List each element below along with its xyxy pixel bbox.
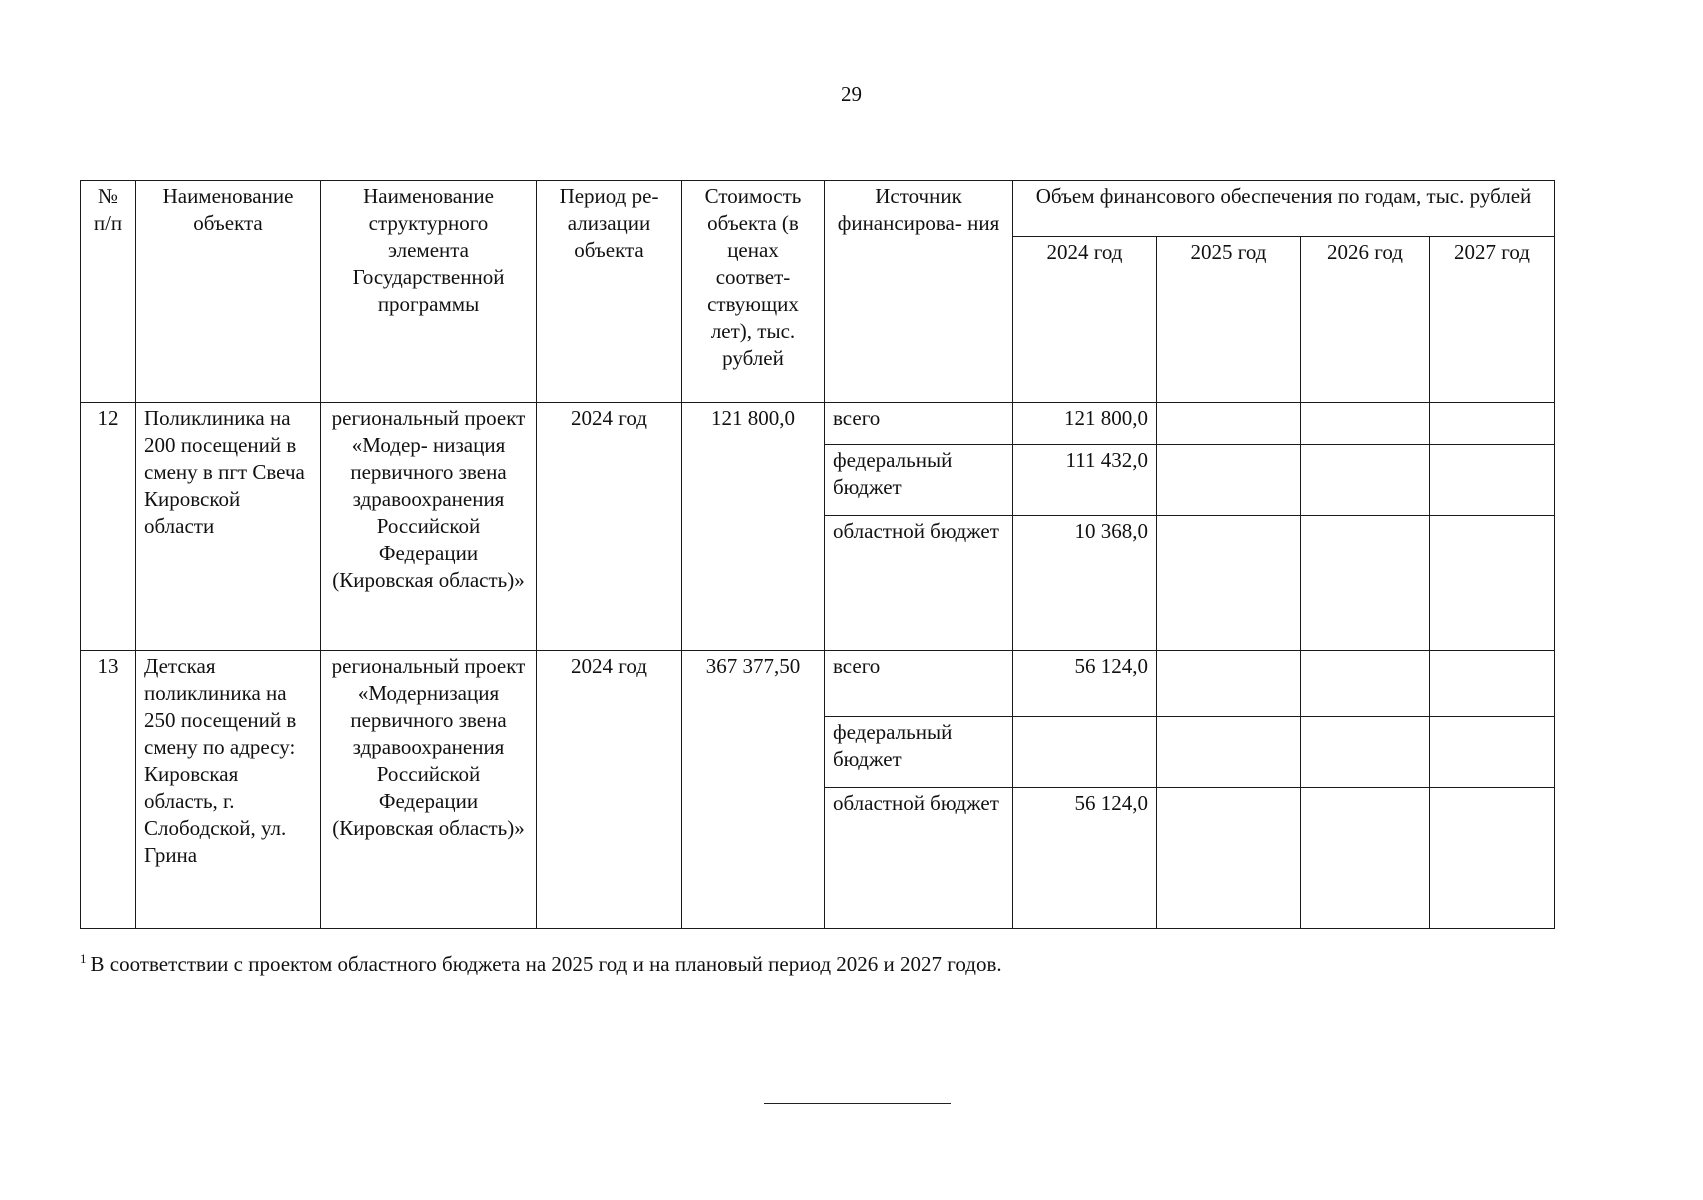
row-cost: 367 377,50 (682, 651, 825, 929)
value-2025 (1157, 651, 1301, 717)
header-object-name: Наименование объекта (136, 181, 321, 403)
source-name: областной бюджет (825, 788, 1013, 929)
value-2026 (1301, 651, 1430, 717)
header-row (81, 181, 1555, 237)
table-row (81, 651, 1555, 717)
value-2026 (1301, 445, 1430, 516)
value-2026 (1301, 403, 1430, 445)
page-number: 29 (841, 82, 862, 106)
value-2026 (1301, 516, 1430, 651)
value-2025 (1157, 516, 1301, 651)
row-cost: 121 800,0 (682, 403, 825, 651)
footnote-mark: 1 (80, 951, 87, 966)
row-object-name: Поликлиника на 200 посещений в смену в пгт Свеча Кировской области (136, 403, 321, 651)
header-year-2025: 2025 год (1157, 237, 1301, 403)
value-2024 (1013, 717, 1157, 788)
value-2024: 56 124,0 (1013, 788, 1157, 929)
value-2027 (1430, 651, 1555, 717)
row-period: 2024 год (537, 403, 682, 651)
row-num: 13 (81, 651, 136, 929)
source-name: федеральный бюджет (825, 717, 1013, 788)
value-2024: 10 368,0 (1013, 516, 1157, 651)
header-year-2027: 2027 год (1430, 237, 1555, 403)
value-2027 (1430, 788, 1555, 929)
value-2027 (1430, 445, 1555, 516)
source-name: всего (825, 651, 1013, 717)
header-element-name: Наименование структурного элемента Государственной программы (321, 181, 537, 403)
header-funding-group: Объем финансового обеспечения по годам, тыс. рублей (1013, 181, 1555, 237)
footnote-text: В соответствии с проектом областного бюджета на 2025 год и на плановый период 2026 и 2027 годов. (90, 952, 1002, 976)
header-year-2026: 2026 год (1301, 237, 1430, 403)
value-2024: 56 124,0 (1013, 651, 1157, 717)
row-element-name: региональный проект «Модернизация первичного звена здравоохранения Российской Федерации (Кировская область)» (321, 651, 537, 929)
value-2027 (1430, 516, 1555, 651)
table-row (81, 403, 1555, 445)
row-object-name: Детская поликлиника на 250 посещений в смену по адресу: Кировская область, г. Слободской, ул. Грина (136, 651, 321, 929)
footnote (80, 951, 1480, 977)
source-name: всего (825, 403, 1013, 445)
header-year-2024: 2024 год (1013, 237, 1157, 403)
row-num: 12 (81, 403, 136, 651)
closing-rule (764, 1103, 951, 1104)
value-2026 (1301, 717, 1430, 788)
row-element-name: региональный проект «Модер- низация первичного звена здравоохранения Российской Федерации (Кировская область)» (321, 403, 537, 651)
value-2025 (1157, 717, 1301, 788)
value-2024: 121 800,0 (1013, 403, 1157, 445)
value-2026 (1301, 788, 1430, 929)
source-name: федеральный бюджет (825, 445, 1013, 516)
header-source: Источник финансирова- ния (825, 181, 1013, 403)
value-2027 (1430, 717, 1555, 788)
value-2024: 111 432,0 (1013, 445, 1157, 516)
value-2025 (1157, 445, 1301, 516)
source-name: областной бюджет (825, 516, 1013, 651)
header-period: Период ре- ализации объекта (537, 181, 682, 403)
value-2025 (1157, 788, 1301, 929)
row-period: 2024 год (537, 651, 682, 929)
financing-table (80, 180, 1555, 929)
header-cost: Стоимость объекта (в ценах соответ- ствующих лет), тыс. рублей (682, 181, 825, 403)
header-num: № п/п (81, 181, 136, 403)
value-2025 (1157, 403, 1301, 445)
value-2027 (1430, 403, 1555, 445)
